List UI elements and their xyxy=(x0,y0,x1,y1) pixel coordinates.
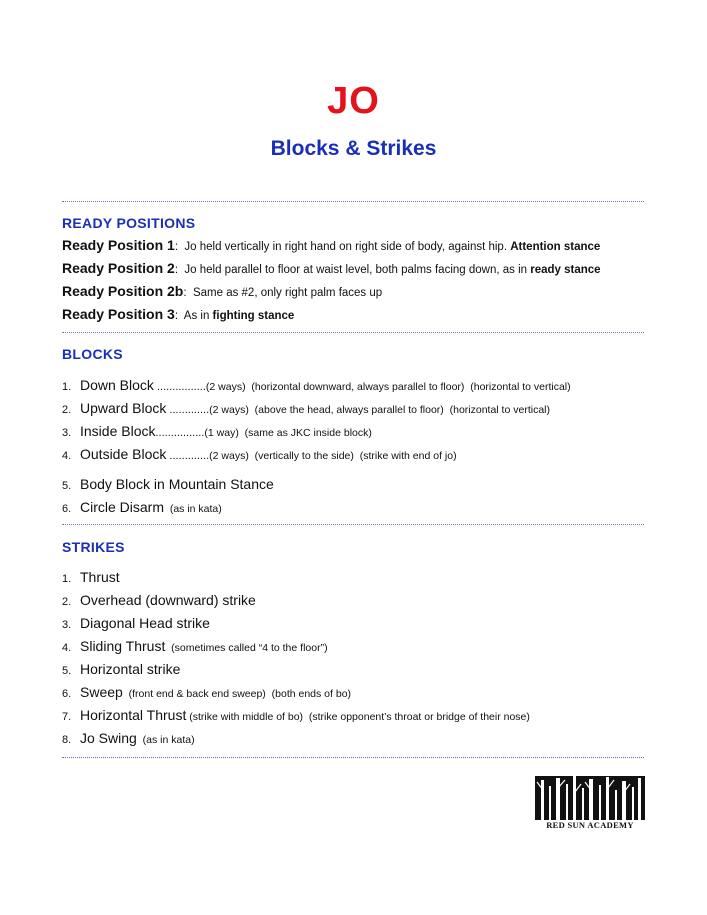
list-item xyxy=(62,446,457,462)
list-item xyxy=(62,476,274,492)
item-name: Diagonal Head strike xyxy=(80,615,210,631)
item-name: Circle Disarm xyxy=(80,499,164,515)
list-item xyxy=(62,615,210,631)
item-number: 5. xyxy=(62,480,72,492)
section-heading-strikes: STRIKES xyxy=(62,539,125,555)
item-number: 3. xyxy=(62,619,72,631)
item-description: (as in kata) xyxy=(164,503,222,515)
item-description: (sometimes called “4 to the floor”) xyxy=(165,642,328,654)
ready-position-text: Same as #2, only right palm faces up xyxy=(186,287,383,299)
ready-position-item xyxy=(62,283,382,299)
divider xyxy=(62,757,644,758)
item-name: Inside Block xyxy=(80,423,156,439)
ready-position-stance: fighting stance xyxy=(212,310,295,322)
leader-dots: ............. xyxy=(166,450,210,462)
ready-position-item xyxy=(62,260,601,276)
item-description: (2 ways) (above the head, always parallel to floor) (horizontal to vertical) xyxy=(209,404,550,416)
list-item xyxy=(62,661,180,677)
separator: : xyxy=(174,310,179,322)
item-name: Down Block xyxy=(80,377,154,393)
item-number: 1. xyxy=(62,573,72,585)
item-name: Outside Block xyxy=(80,446,167,462)
separator: : xyxy=(183,287,187,299)
item-name: Thrust xyxy=(80,569,120,585)
ready-position-item xyxy=(62,306,294,322)
list-item xyxy=(62,377,571,393)
item-description: (as in kata) xyxy=(136,734,195,746)
item-description: (strike with middle of bo) (strike opponent’s throat or bridge of their nose) xyxy=(186,711,530,723)
separator: : xyxy=(174,241,179,253)
leader-dots: ................ xyxy=(153,381,206,393)
page-subtitle: Blocks & Strikes xyxy=(270,137,437,160)
item-name: Sweep xyxy=(80,684,123,700)
item-number: 6. xyxy=(62,688,72,700)
item-name: Upward Block xyxy=(80,400,167,416)
list-item xyxy=(62,423,372,439)
ready-position-text: Jo held vertically in right hand on right side of body, against hip. xyxy=(178,241,511,253)
ready-position-item xyxy=(62,237,600,253)
item-number: 7. xyxy=(62,711,72,723)
section-heading-blocks: BLOCKS xyxy=(62,346,123,362)
ready-position-label: Ready Position 1 xyxy=(62,237,175,253)
ready-position-text: Jo held parallel to floor at waist level, both palms facing down, as in xyxy=(178,264,531,276)
item-description: (2 ways) (vertically to the side) (strike with end of jo) xyxy=(209,450,457,462)
item-number: 4. xyxy=(62,642,72,654)
leader-dots: ............. xyxy=(166,404,210,416)
page-title: JO xyxy=(327,80,380,122)
list-item xyxy=(62,499,222,515)
item-number: 6. xyxy=(62,503,72,515)
separator: : xyxy=(174,264,179,276)
list-item xyxy=(62,684,351,700)
item-name: Sliding Thrust xyxy=(80,638,166,654)
ready-position-label: Ready Position 3 xyxy=(62,306,175,322)
ready-position-text: As in xyxy=(178,310,213,322)
item-name: Jo Swing xyxy=(80,730,137,746)
logo-text: RED SUN ACADEMY xyxy=(546,820,634,830)
leader-dots: ................ xyxy=(155,427,205,439)
list-item xyxy=(62,400,550,416)
list-item xyxy=(62,592,256,608)
list-item xyxy=(62,569,120,585)
item-number: 1. xyxy=(62,381,72,393)
item-number: 5. xyxy=(62,665,72,677)
list-item xyxy=(62,707,530,723)
item-description: (1 way) (same as JKC inside block) xyxy=(204,427,372,439)
item-number: 8. xyxy=(62,734,72,746)
ready-position-label: Ready Position 2 xyxy=(62,260,175,276)
item-name: Horizontal strike xyxy=(80,661,181,677)
divider xyxy=(62,201,644,202)
item-number: 2. xyxy=(62,404,72,416)
item-name: Overhead (downward) strike xyxy=(80,592,256,608)
ready-position-stance: ready stance xyxy=(530,264,601,276)
item-description: (front end & back end sweep) (both ends of bo) xyxy=(122,688,352,700)
divider xyxy=(62,332,644,333)
ready-position-stance: Attention stance xyxy=(510,241,601,253)
divider xyxy=(62,524,644,525)
item-number: 2. xyxy=(62,596,72,608)
item-name: Horizontal Thrust xyxy=(80,707,187,723)
ready-position-label: Ready Position 2b xyxy=(62,283,184,299)
list-item xyxy=(62,638,328,654)
item-description: (2 ways) (horizontal downward, always parallel to floor) (horizontal to vertical) xyxy=(205,381,571,393)
list-item xyxy=(62,730,195,746)
item-number: 3. xyxy=(62,427,72,439)
section-heading-ready-positions: READY POSITIONS xyxy=(62,215,196,231)
item-name: Body Block in Mountain Stance xyxy=(80,476,274,492)
item-number: 4. xyxy=(62,450,72,462)
